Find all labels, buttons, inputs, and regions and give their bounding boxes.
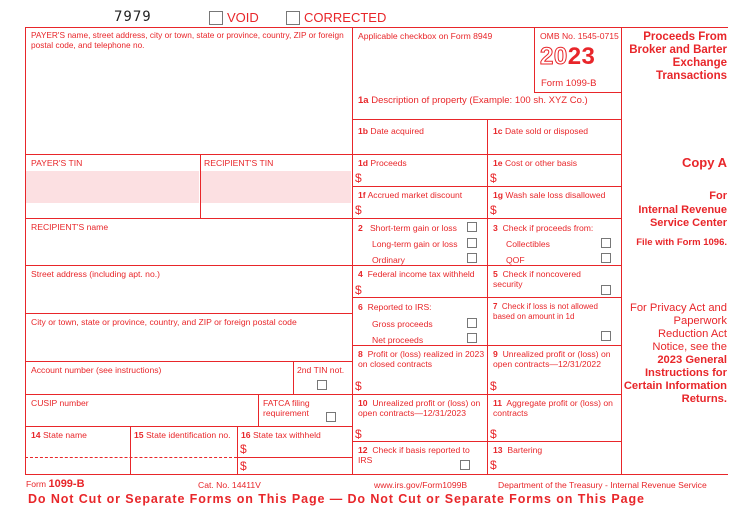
box1e-label: 1e Cost or other basis [493,158,578,168]
ordinary-checkbox[interactable] [467,253,477,263]
box1b-label: 1b Date acquired [358,126,424,136]
box8-label: 8 Profit or (loss) realized in 2023 on closed contracts [358,349,485,369]
form-name-label: Form 1099-B [541,78,597,89]
box1g-label: 1g Wash sale loss disallowed [493,190,606,200]
box6-gross-label: Gross proceeds [372,319,433,329]
second-tin-checkbox[interactable] [317,380,327,390]
box10-dollar: $ [355,427,362,441]
noncovered-checkbox[interactable] [601,285,611,295]
box4-dollar: $ [355,283,362,297]
box1d-dollar: $ [355,171,362,185]
box15-label: 15 State identification no. [134,430,231,440]
box3-qof-label: QOF [506,255,525,265]
privacy-intro: For Privacy Act and Paperwork Reduction Act Notice, see the [630,302,727,353]
box16-dollar-1: $ [240,442,247,456]
box1e-dollar: $ [490,171,497,185]
for-label: For [709,190,727,202]
box3-label: 3 Check if proceeds from: [493,223,594,233]
box14-label: 14 State name [31,430,87,440]
long-term-checkbox[interactable] [467,238,477,248]
second-tin-label: 2nd TIN not. [297,365,345,375]
box2-ordinary-label: Ordinary [372,255,405,265]
payer-tin-label: PAYER'S TIN [31,158,83,168]
recipient-name-label: RECIPIENT'S name [31,222,109,232]
recipient-tin-label: RECIPIENT'S TIN [204,158,274,168]
gross-proceeds-checkbox[interactable] [467,318,477,328]
footer-url: www.irs.gov/Form1099B [374,480,468,490]
box11-dollar: $ [490,427,497,441]
box12-label: 12 Check if basis reported to IRS [358,445,470,465]
recipient-tin-field[interactable] [201,171,351,203]
box16-dollar-2: $ [240,459,247,473]
box9-label: 9 Unrealized profit or (loss) on open contracts—12/31/2022 [493,349,611,369]
applicable-checkbox-label: Applicable checkbox on Form 8949 [358,31,493,41]
file-with-label: File with Form 1096. [636,237,727,248]
payer-name-label: PAYER'S name, street address, city or town, state or province, country, ZIP or foreign postal code, and telephone no. [31,30,344,50]
footer-cat-no: Cat. No. 14411V [198,480,261,490]
fatca-checkbox[interactable] [326,412,336,422]
box1f-dollar: $ [355,203,362,217]
box1g-dollar: $ [490,203,497,217]
box10-label: 10 Unrealized profit or (loss) on open contracts—12/31/2023 [358,398,481,418]
omb-number: OMB No. 1545-0715 [540,31,619,41]
short-term-checkbox[interactable] [467,222,477,232]
corrected-label: CORRECTED [304,10,387,25]
box2-short-label: 2 Short-term gain or loss [358,223,457,233]
net-proceeds-checkbox[interactable] [467,333,477,343]
box1c-label: 1c Date sold or disposed [493,126,589,136]
loss-not-allowed-checkbox[interactable] [601,331,611,341]
qof-checkbox[interactable] [601,253,611,263]
box3-collectibles-label: Collectibles [506,239,550,249]
footer-form-name: Form 1099-B [26,478,85,490]
box13-dollar: $ [490,458,497,472]
copy-label: Copy A [681,155,727,170]
payer-name-field[interactable] [26,52,351,153]
irs-center-label: Internal Revenue Service Center [638,204,727,229]
box1a-label: 1a Description of property (Example: 100 sh. XYZ Co.) [358,95,588,106]
street-address-label: Street address (including apt. no.) [31,269,160,279]
box1d-label: 1d Proceeds [358,158,407,168]
box9-dollar: $ [490,379,497,393]
city-state-label: City or town, state or province, country, and ZIP or foreign postal code [31,317,297,327]
box8-dollar: $ [355,379,362,393]
box6-label: 6 Reported to IRS: [358,302,432,312]
box13-label: 13 Bartering [493,445,543,455]
box16-label: 16 State tax withheld [241,430,321,440]
payer-tin-field[interactable] [26,171,199,203]
form-title: Proceeds From Broker and Barter Exchange Transactions [629,31,727,82]
box6-net-label: Net proceeds [372,335,424,345]
box5-label: 5 Check if noncovered security [493,269,581,289]
do-not-cut-warning: Do Not Cut or Separate Forms on This Page — Do Not Cut or Separate Forms on This Page [28,492,645,506]
tax-year: 2023 [540,43,596,70]
box2-long-label: Long-term gain or loss [372,239,458,249]
corrected-checkbox[interactable] [286,11,300,25]
account-number-label: Account number (see instructions) [31,365,162,375]
box7-label: 7 Check if loss is not allowed based on amount in 1d [493,302,598,321]
handwritten-form-number: 7979 [114,9,152,25]
fatca-label: FATCA filing requirement [263,398,310,418]
box1f-label: 1f Accrued market discount [358,190,463,200]
privacy-bold: 2023 General Instructions for Certain Information Returns. [623,354,727,405]
box4-label: 4 Federal income tax withheld [358,269,475,279]
void-checkbox[interactable] [209,11,223,25]
cusip-label: CUSIP number [31,398,89,408]
void-label: VOID [227,10,259,25]
collectibles-checkbox[interactable] [601,238,611,248]
basis-reported-checkbox[interactable] [460,460,470,470]
box11-label: 11 Aggregate profit or (loss) on contracts [493,398,613,418]
footer-dept: Department of the Treasury - Internal Revenue Service [498,480,707,490]
